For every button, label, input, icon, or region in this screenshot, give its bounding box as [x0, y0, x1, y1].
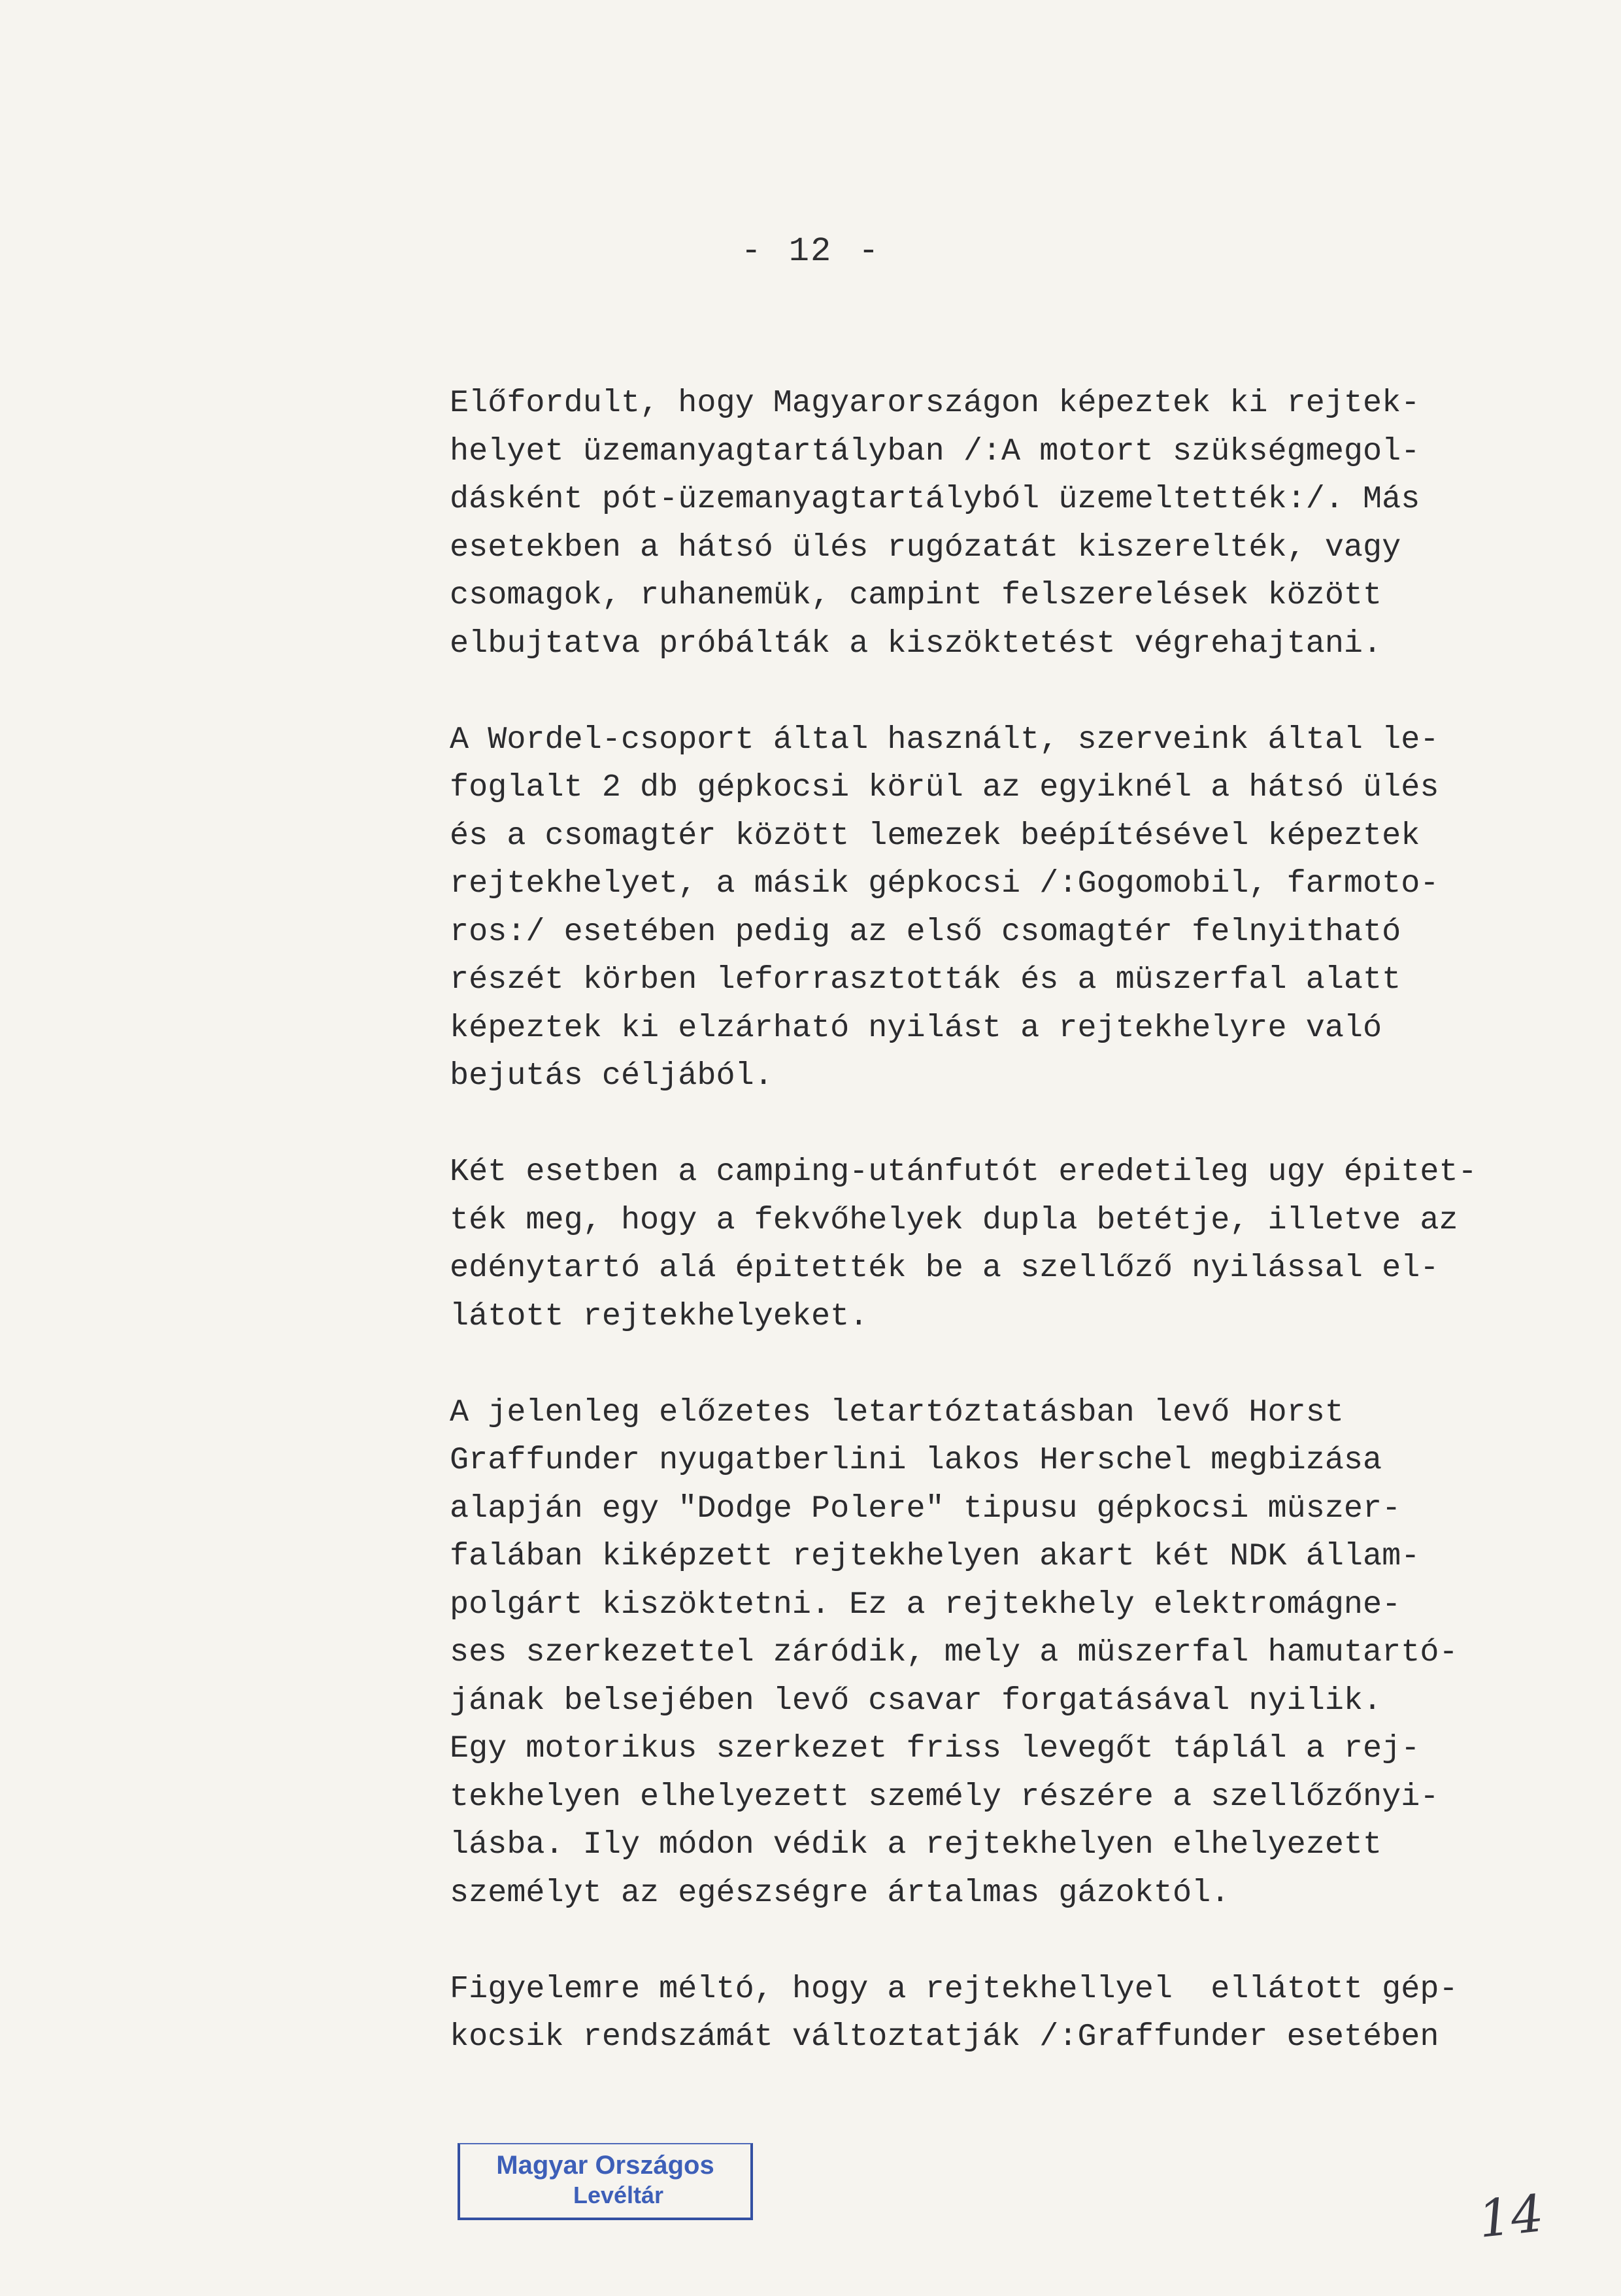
- text-line: elbujtatva próbálták a kiszöktetést végrehajtani.: [450, 625, 1382, 662]
- paragraph-5: [450, 1965, 1574, 2061]
- text-line: látott rejtekhelyeket.: [450, 1298, 869, 1334]
- archive-stamp: [458, 2143, 753, 2220]
- text-line: helyet üzemanyagtartályban /:A motort szükségmegol-: [450, 433, 1420, 469]
- body-text: [450, 379, 1574, 2109]
- text-line: ték meg, hogy a fekvőhelyek dupla betétje, illetve az: [450, 1202, 1458, 1238]
- text-line: Egy motorikus szerkezet friss levegőt táplál a rej-: [450, 1730, 1420, 1766]
- paragraph-2: [450, 716, 1574, 1100]
- text-line: esetekben a hátsó ülés rugózatát kiszerelték, vagy: [450, 529, 1401, 566]
- text-line: ses szerkezettel záródik, mely a müszerfal hamutartó-: [450, 1634, 1458, 1670]
- text-line: Graffunder nyugatberlini lakos Herschel megbizása: [450, 1442, 1382, 1478]
- text-line: falában kiképzett rejtekhelyen akart két NDK állam-: [450, 1538, 1420, 1574]
- page-number-value: 12: [788, 232, 833, 271]
- paragraph-3: [450, 1148, 1574, 1340]
- text-line: Előfordult, hogy Magyarországon képeztek ki rejtek-: [450, 385, 1420, 421]
- handwritten-folio-number: 14: [1475, 2184, 1546, 2250]
- page-number-dash-right: -: [858, 232, 880, 271]
- text-line: bejutás céljából.: [450, 1058, 773, 1094]
- archive-stamp-line-1: Magyar Országos: [496, 2151, 714, 2180]
- text-line: rejtekhelyet, a másik gépkocsi /:Gogomobil, farmoto-: [450, 866, 1439, 902]
- text-line: polgárt kiszöktetni. Ez a rejtekhely elektromágne-: [450, 1586, 1401, 1623]
- text-line: lásba. Ily módon védik a rejtekhelyen elhelyezett: [450, 1827, 1382, 1863]
- text-line: jának belsejében levő csavar forgatásával nyilik.: [450, 1682, 1382, 1719]
- text-line: dásként pót-üzemanyagtartályból üzemeltették:/. Más: [450, 481, 1420, 517]
- text-line: csomagok, ruhanemük, campint felszerelések között: [450, 577, 1382, 613]
- text-line: Két esetben a camping-utánfutót eredetileg ugy épitet-: [450, 1154, 1477, 1190]
- text-line: foglalt 2 db gépkocsi körül az egyiknél a hátsó ülés: [450, 769, 1439, 805]
- page-number-dash-left: -: [741, 232, 763, 271]
- paragraph-4: [450, 1389, 1574, 1917]
- text-line: képeztek ki elzárható nyilást a rejtekhelyre való: [450, 1009, 1382, 1046]
- text-line: kocsik rendszámát változtatják /:Graffunder esetében: [450, 2019, 1439, 2055]
- text-line: Figyelemre méltó, hogy a rejtekhellyel ellátott gép-: [450, 1970, 1458, 2007]
- page-number: [0, 232, 1621, 271]
- text-line: és a csomagtér között lemezek beépítésével képeztek: [450, 817, 1420, 854]
- paragraph-1: [450, 379, 1574, 667]
- text-line: alapján egy "Dodge Polere" tipusu gépkocsi müszer-: [450, 1490, 1401, 1527]
- text-line: részét körben leforrasztották és a müszerfal alatt: [450, 962, 1401, 998]
- archive-stamp-line-2: Levéltár: [573, 2182, 664, 2208]
- text-line: ros:/ esetében pedig az első csomagtér felnyitható: [450, 913, 1401, 950]
- text-line: tekhelyen elhelyezett személy részére a szellőzőnyi-: [450, 1778, 1439, 1815]
- text-line: edénytartó alá épitették be a szellőző nyilással el-: [450, 1250, 1439, 1286]
- text-line: A jelenleg előzetes letartóztatásban levő Horst: [450, 1394, 1344, 1430]
- text-line: személyt az egészségre ártalmas gázoktól.: [450, 1874, 1230, 1911]
- text-line: A Wordel-csoport által használt, szerveink által le-: [450, 721, 1439, 758]
